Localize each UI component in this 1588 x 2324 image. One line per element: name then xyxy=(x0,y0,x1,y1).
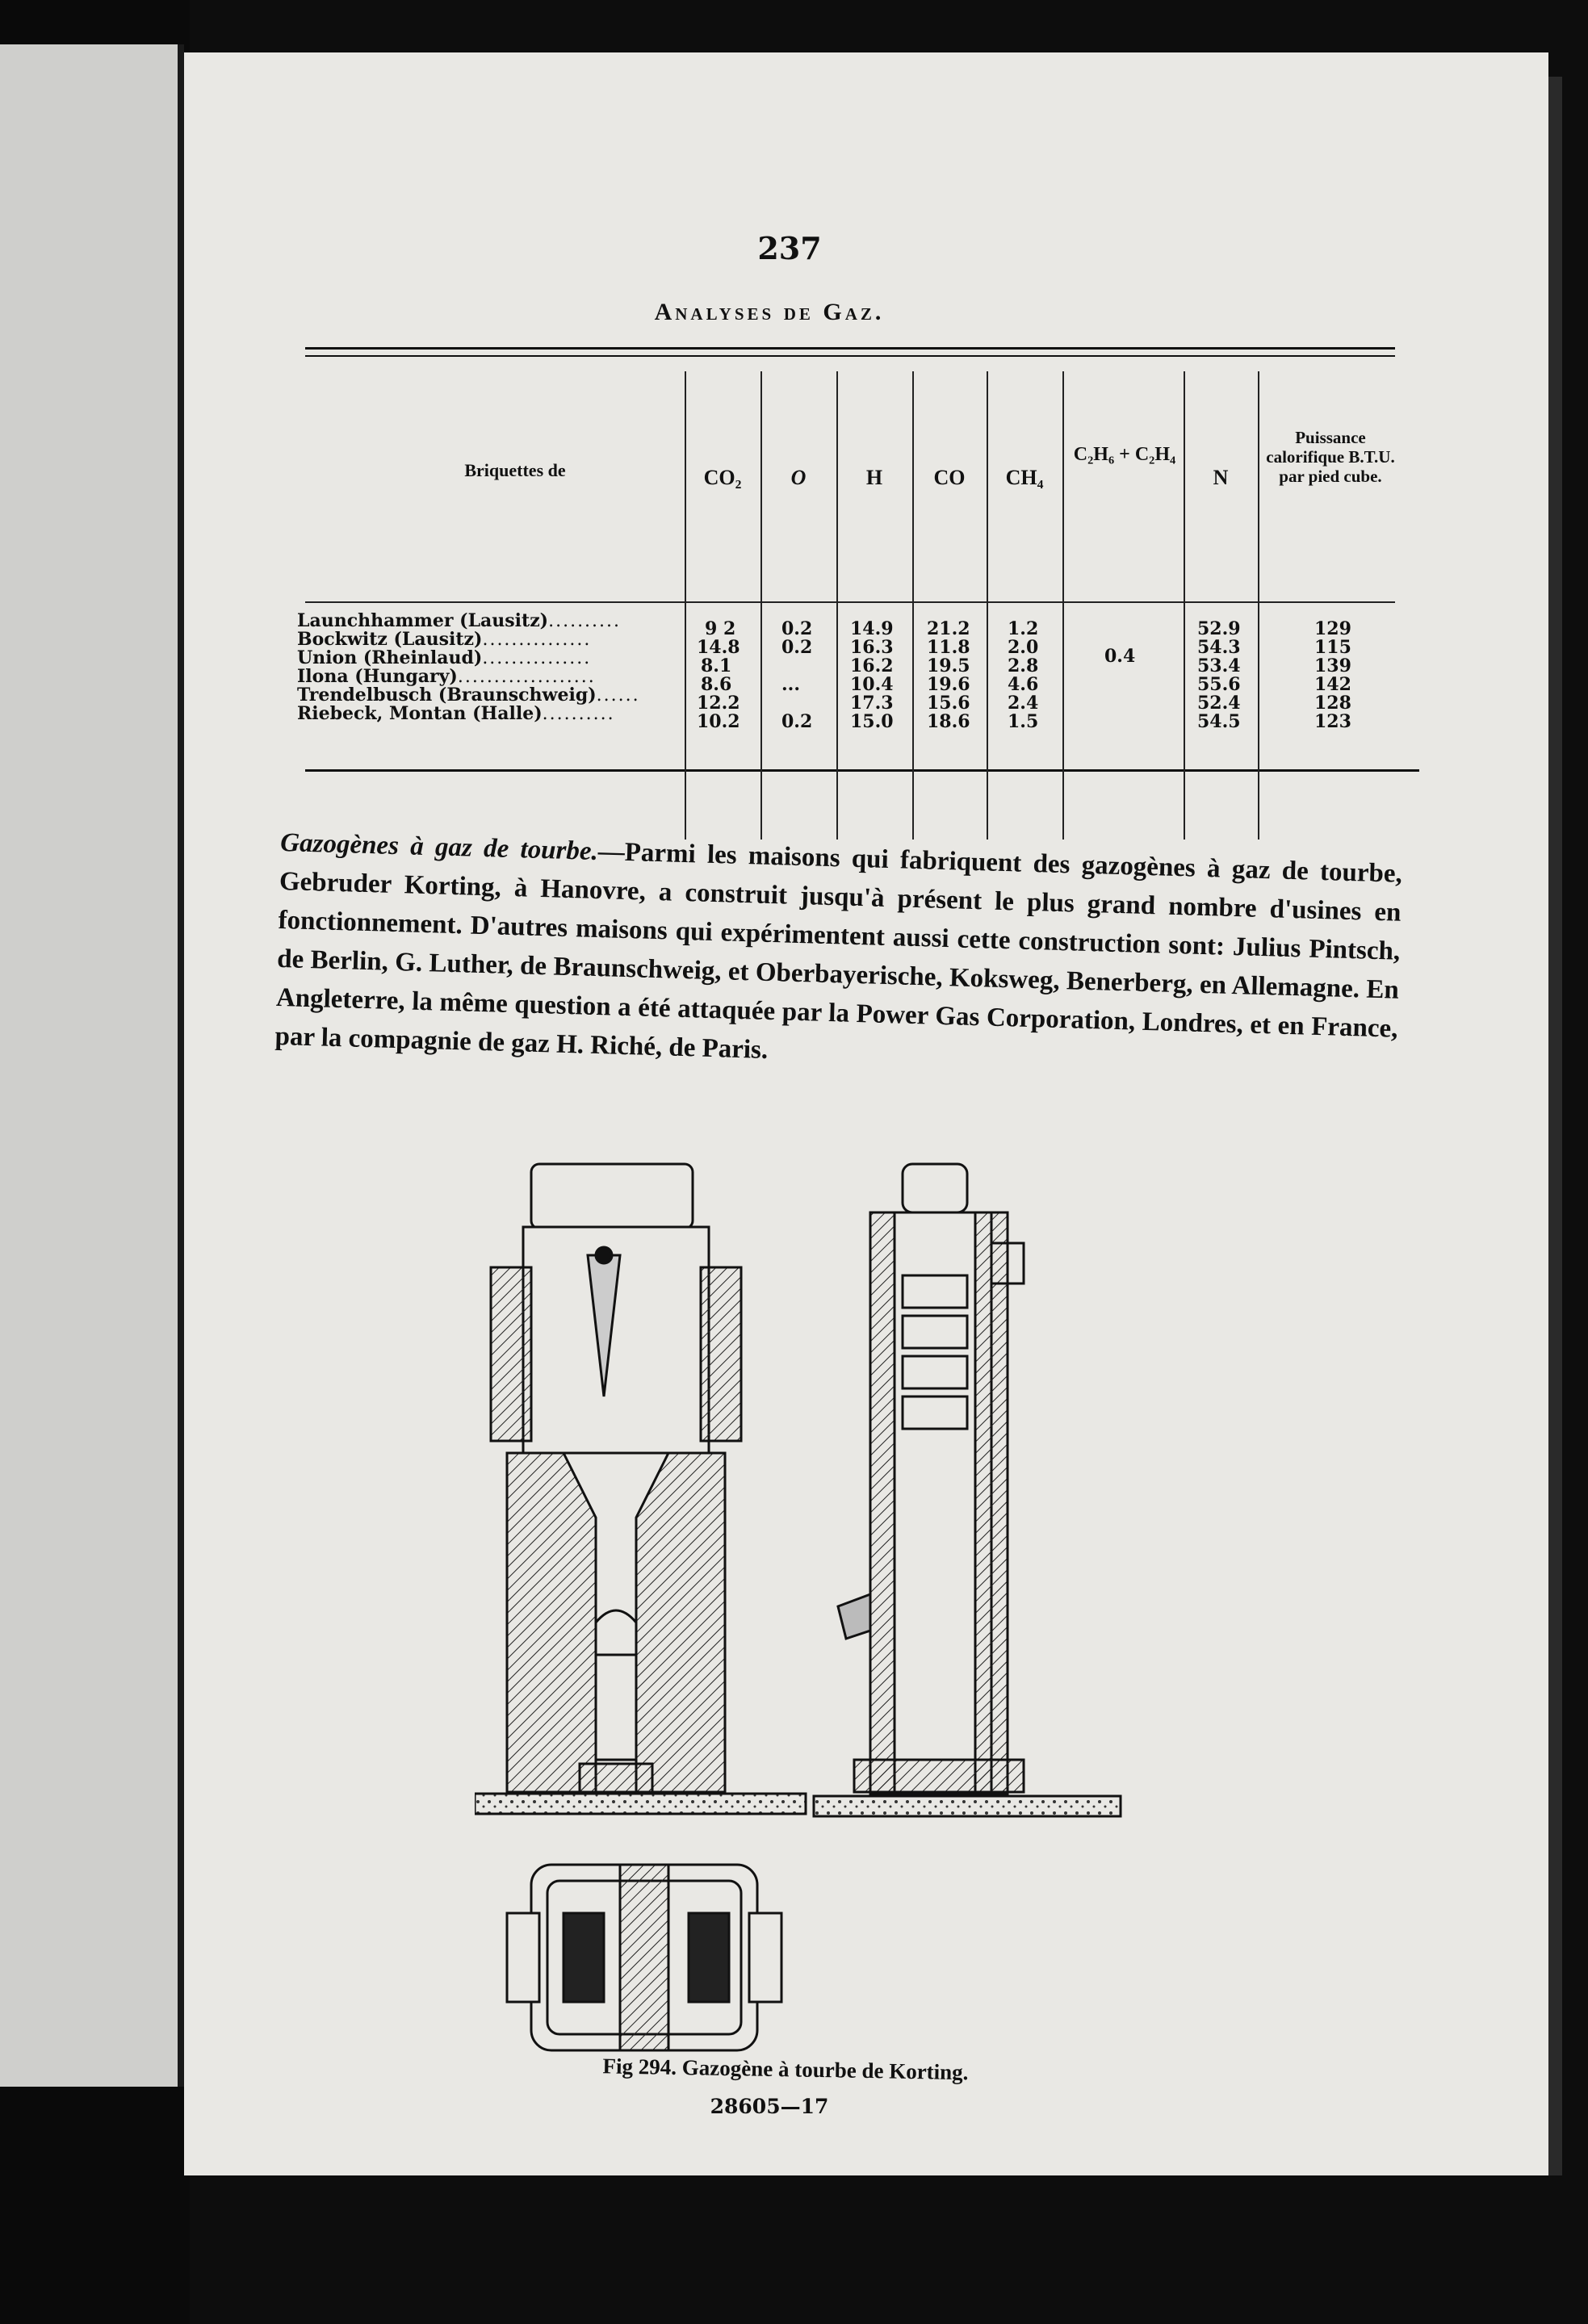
table-cell: 2.8 xyxy=(1008,655,1039,676)
column-divider xyxy=(987,371,988,840)
table-cell: 18.6 xyxy=(927,711,970,732)
table-cell: 0.2 xyxy=(781,618,813,639)
paragraph-lead: Gazogènes à gaz de tourbe. xyxy=(279,827,599,866)
table-cell: 53.4 xyxy=(1197,655,1241,676)
table-cell: 142 xyxy=(1314,674,1351,695)
table-cell: 139 xyxy=(1314,655,1351,676)
table-top-rule xyxy=(305,347,1395,357)
table-row-name: Union (Rheinlaud)............... xyxy=(297,647,592,668)
table-cell: 11.8 xyxy=(927,637,970,658)
table-cell: 19.5 xyxy=(927,655,970,676)
page-number: 237 xyxy=(757,230,822,266)
table-row-name: Riebeck, Montan (Halle).......... xyxy=(297,703,615,724)
table-cell: 10.4 xyxy=(850,674,894,695)
table-cell: 54.5 xyxy=(1197,711,1241,732)
table-row-name: Bockwitz (Lausitz)............... xyxy=(297,629,592,650)
table-cell: 16.2 xyxy=(850,655,894,676)
table-row-name: Ilona (Hungary)................... xyxy=(297,666,596,687)
table-cell: 14.9 xyxy=(850,618,894,639)
table-header-c2h6-c2h4: C₂H₆ + C₂H₄ xyxy=(1073,444,1176,465)
table-cell: 0.2 xyxy=(781,637,813,658)
table-cell: 2.0 xyxy=(1008,637,1039,658)
table-cell: 16.3 xyxy=(850,637,894,658)
column-divider xyxy=(1062,371,1064,840)
table-cell: 129 xyxy=(1314,618,1351,639)
table-header-h: H xyxy=(865,466,883,489)
table-cell: 19.6 xyxy=(927,674,970,695)
table-cell: 9 2 xyxy=(705,618,736,639)
figure-caption: Fig 294. Gazogène à tourbe de Korting. xyxy=(602,2054,969,2085)
table-cell: 0.4 xyxy=(1104,646,1136,667)
table-cell: 12.2 xyxy=(697,693,740,714)
table-cell: 54.3 xyxy=(1197,637,1241,658)
table-cell: 1.5 xyxy=(1008,711,1039,732)
table-cell: 115 xyxy=(1314,637,1351,658)
table-cell: 15.6 xyxy=(927,693,970,714)
table-cell: 128 xyxy=(1314,693,1351,714)
table-cell: 1.2 xyxy=(1008,618,1039,639)
table-cell: 55.6 xyxy=(1197,674,1241,695)
table-cell: 14.8 xyxy=(697,637,740,658)
side-view-right xyxy=(814,1164,1121,1816)
column-divider xyxy=(912,371,914,840)
facing-page-edge xyxy=(0,44,184,2087)
table-header-ch4: CH₄ xyxy=(1005,466,1044,489)
table-cell: 0.2 xyxy=(781,711,813,732)
table-row-name: Launchhammer (Lausitz).......... xyxy=(297,610,622,631)
table-cell: 2.4 xyxy=(1008,693,1039,714)
table-cell: 123 xyxy=(1314,711,1351,732)
table-header-n: N xyxy=(1213,466,1229,489)
table-row-name: Trendelbusch (Braunschweig)...... xyxy=(297,685,640,706)
column-divider xyxy=(685,371,686,840)
plan-view xyxy=(507,1865,781,2050)
table-cell: 17.3 xyxy=(850,693,894,714)
paragraph-text: —Parmi les maisons qui fabriquent des gazogènes à gaz de tourbe, Gebruder Korting, à Hanovre, a construit jusqu'à présent le plus grand nombre d'usines en fonctionnement. D'autres maisons qui expérimentent aussi cette construction sont: Julius Pintsch, de Berlin, G. Luther, de Braunschweig, et Oberbayerische, Koksweg, Benerberg, en Allemagne. En Angleterre, la même question a été attaquée par la Power Gas Corporation, Londres, et en France, par la compagnie de gaz H. Riché, de Paris. xyxy=(274,836,1403,1065)
column-divider xyxy=(760,371,762,840)
table-cell: 21.2 xyxy=(927,618,970,639)
table-cell: 8.6 xyxy=(701,674,732,695)
column-divider xyxy=(836,371,838,840)
table-header-briquettes: Briquettes de xyxy=(464,460,566,480)
table-cell: 4.6 xyxy=(1008,674,1039,695)
table-cell: 10.2 xyxy=(697,711,740,732)
table-cell: ... xyxy=(781,674,800,695)
document-page xyxy=(184,52,1548,2175)
table-cell: 52.9 xyxy=(1197,618,1241,639)
table-title: Analyses de Gaz. xyxy=(654,299,885,325)
section-view-left xyxy=(475,1164,806,1814)
body-paragraph xyxy=(274,823,1402,1087)
column-divider xyxy=(1184,371,1185,840)
table-header-rule xyxy=(305,601,1395,603)
table-cell: 8.1 xyxy=(701,655,732,676)
column-divider xyxy=(1258,371,1259,840)
figure-reference: 28605—17 xyxy=(710,2095,829,2118)
table-bottom-rule xyxy=(305,769,1419,772)
table-header-co2: CO₂ xyxy=(703,466,742,489)
table-header-co: CO xyxy=(933,466,966,489)
table-cell: 52.4 xyxy=(1197,693,1241,714)
table-cell: 15.0 xyxy=(850,711,894,732)
table-header-puissance: Puissance calorifique B.T.U. par pied cube. xyxy=(1266,428,1395,487)
gas-producer-drawing xyxy=(475,1154,1330,2083)
table-header-o: O xyxy=(790,466,807,489)
